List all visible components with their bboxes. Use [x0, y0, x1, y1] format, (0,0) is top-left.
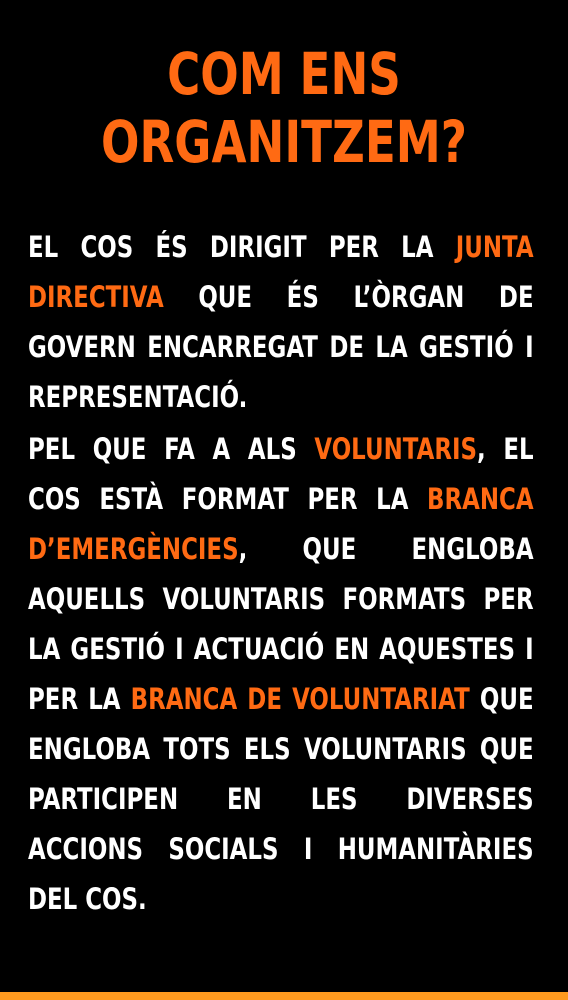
- title-line-2: ORGANITZEM?: [101, 108, 467, 176]
- title-line-1: COM ENS: [167, 40, 401, 108]
- highlight-branca-emergencies: BRANCA D’EMERGÈNCIES: [28, 482, 534, 566]
- highlight-junta-directiva: JUNTA DIRECTIVA: [28, 230, 534, 314]
- paragraph-voluntaris-text-2: , EL COS ESTÀ FORMAT PER LA: [28, 432, 534, 516]
- bottom-accent-bar: [0, 992, 568, 1000]
- paragraph-voluntaris-text-3: , QUE ENGLOBA AQUELLS VOLUNTARIS FORMATS PER LA GESTIÓ I ACTUACIÓ EN AQUESTES I PER LA: [28, 532, 534, 716]
- paragraph-voluntaris-text-1: PEL QUE FA A ALS: [28, 432, 315, 466]
- page-title: [62, 40, 505, 176]
- highlight-voluntaris: VOLUNTARIS: [314, 432, 477, 466]
- paragraph-junta-text-2: QUE ÉS L’ÒRGAN DE GOVERN ENCARREGAT DE LA GESTIÓ I REPRESENTACIÓ.: [28, 280, 534, 414]
- paragraph-junta-text-1: EL COS ÉS DIRIGIT PER LA: [28, 230, 456, 264]
- highlight-branca-voluntariat: BRANCA DE VOLUNTARIAT: [130, 682, 470, 716]
- paragraph-voluntaris-text-4: QUE ENGLOBA TOTS ELS VOLUNTARIS QUE PARTICIPEN EN LES DIVERSES ACCIONS SOCIALS I HUMANITÀRIES DEL COS.: [28, 682, 534, 916]
- paragraph-junta: [28, 222, 534, 422]
- paragraph-voluntaris: [28, 424, 534, 924]
